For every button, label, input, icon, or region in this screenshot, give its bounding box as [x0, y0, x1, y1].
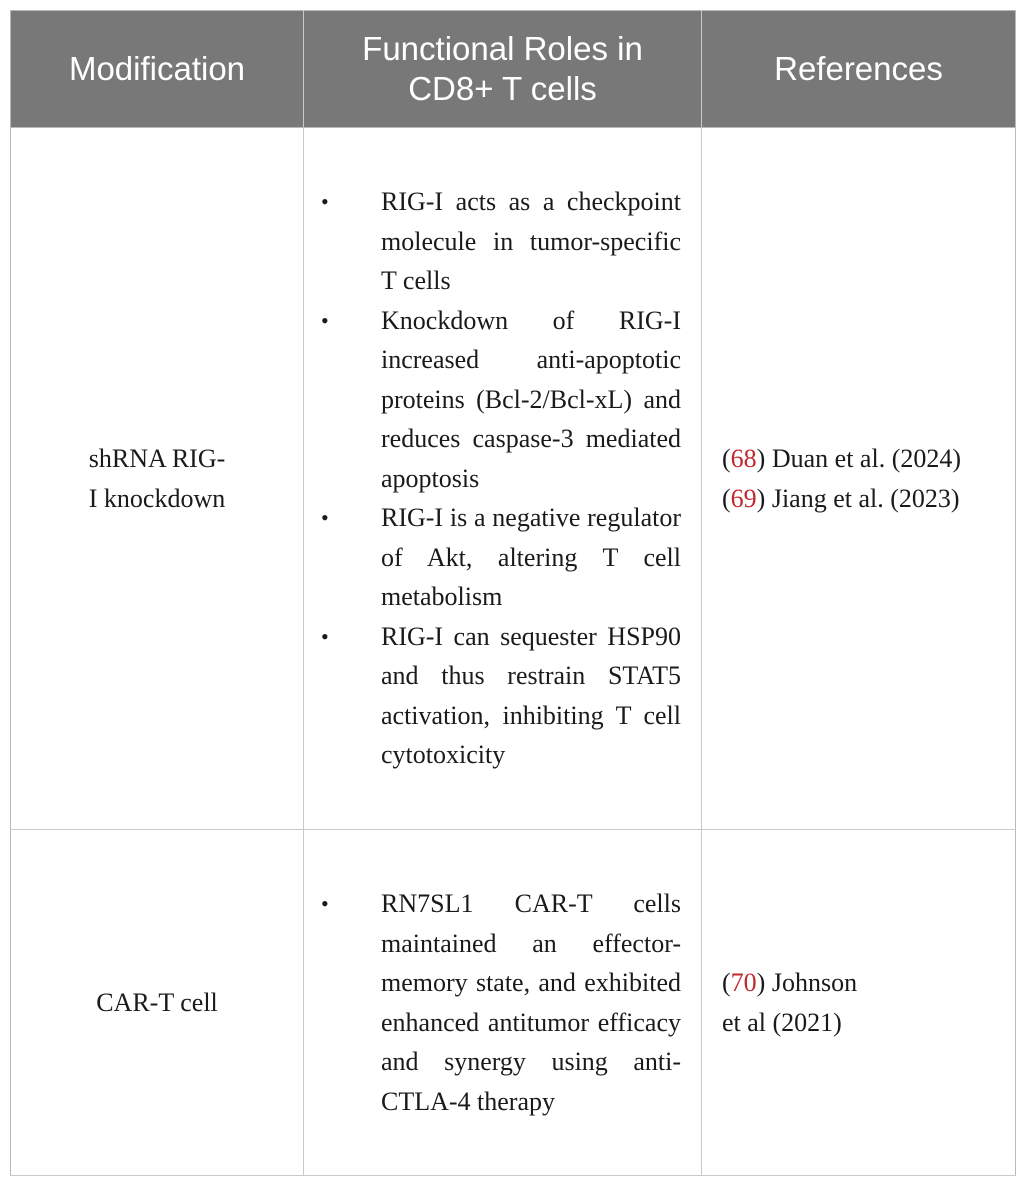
modification-cell — [11, 128, 304, 830]
header-roles-line2: CD8+ T cells — [408, 70, 597, 107]
references-cell — [702, 830, 1016, 1176]
bullet-icon: • — [321, 189, 329, 215]
modification-text-line1: CAR-T cell — [96, 987, 218, 1017]
list-item — [318, 617, 681, 775]
bullet-icon: • — [321, 307, 329, 333]
functional-roles-cell — [304, 830, 702, 1176]
reference-number-link[interactable]: 68 — [730, 444, 757, 473]
role-text: RIG-I can sequester HSP90 and thus restrain STAT5 activation, inhibiting T cell cytotoxicity — [381, 621, 681, 770]
reference-number-link[interactable]: 70 — [730, 968, 757, 997]
reference-close-paren: ) — [756, 968, 766, 997]
reference-number-link[interactable]: 69 — [730, 483, 757, 513]
reference-open-paren: ( — [722, 968, 731, 997]
header-functional-roles — [304, 11, 702, 128]
header-modification-label: Modification — [68, 50, 246, 87]
table-row — [11, 830, 1016, 1176]
table-row — [11, 128, 1016, 830]
modification-cell — [11, 830, 304, 1176]
reference-text: Johnson — [765, 968, 858, 997]
reference-close-paren: ) — [756, 444, 766, 473]
reference-entry — [722, 479, 1003, 519]
reference-open-paren: ( — [722, 483, 731, 513]
bullet-icon: • — [321, 505, 329, 531]
role-text: RIG-I acts as a checkpoint molecule in tumor-specific T cells — [381, 187, 681, 296]
table-header-row — [11, 11, 1016, 128]
role-text: Knockdown of RIG-I increased anti-apoptotic proteins (Bcl-2/Bcl-xL) and reduces caspase-3 mediated apoptosis — [381, 305, 681, 493]
modification-text-line1: shRNA RIG- — [88, 444, 226, 473]
functional-roles-cell — [304, 128, 702, 830]
reference-text-continued: et al (2021) — [722, 1007, 842, 1037]
list-item — [318, 182, 681, 301]
roles-list — [318, 182, 681, 775]
bullet-icon: • — [321, 891, 329, 916]
reference-open-paren: ( — [722, 444, 731, 473]
header-roles-line1: Functional Roles in — [362, 30, 643, 67]
reference-entry — [722, 963, 1003, 1003]
modifications-table — [10, 10, 1016, 1176]
references-cell — [702, 128, 1016, 830]
list-item — [318, 301, 681, 499]
bullet-icon: • — [321, 623, 329, 649]
modification-text-line2: I knockdown — [88, 483, 226, 513]
header-modification — [11, 11, 304, 128]
reference-text: Duan et al. (2024) — [765, 444, 962, 473]
reference-close-paren: ) — [756, 483, 766, 513]
reference-text: Jiang et al. (2023) — [765, 483, 960, 513]
header-references — [702, 11, 1016, 128]
reference-entry — [722, 439, 1003, 479]
header-references-label: References — [774, 50, 943, 87]
roles-list — [318, 884, 681, 1121]
list-item — [318, 884, 681, 1121]
role-text: RIG-I is a negative regulator of Akt, altering T cell metabolism — [381, 503, 681, 612]
role-text: RN7SL1 CAR-T cells maintained an effector-memory state, and exhibited enhanced antitumor efficacy and synergy using anti-CTLA-4 therapy — [381, 889, 681, 1116]
list-item — [318, 498, 681, 617]
